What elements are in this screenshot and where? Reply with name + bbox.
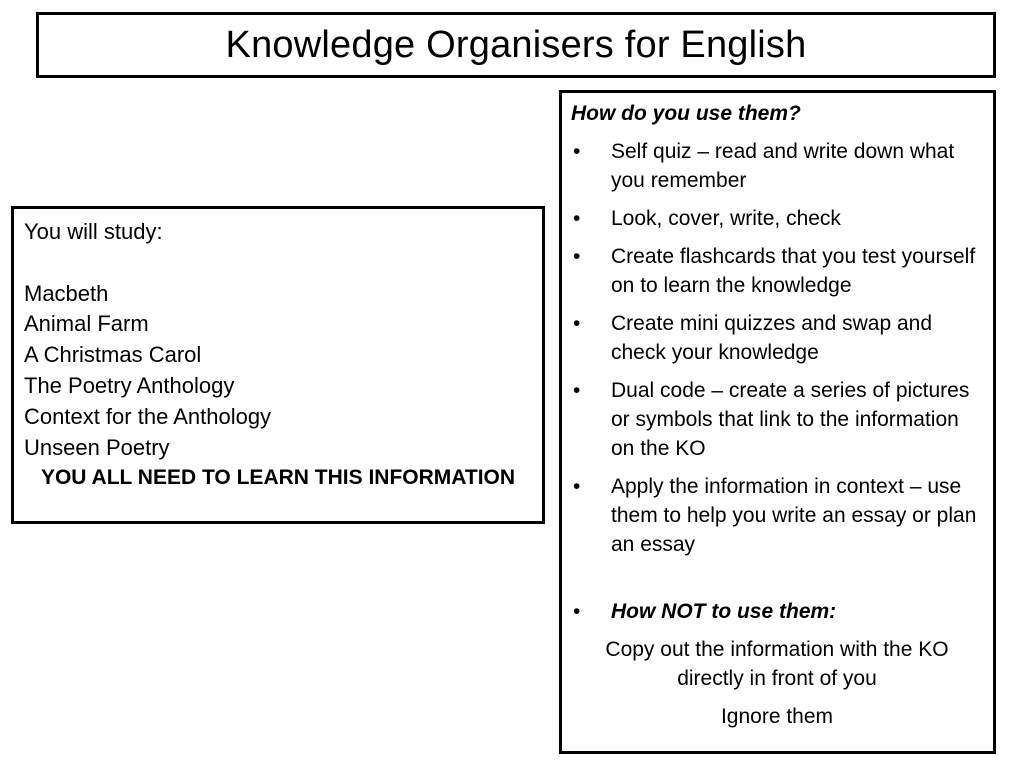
spacer xyxy=(24,248,532,279)
bullet-icon: • xyxy=(573,379,581,402)
usage-item-mini-quizzes: • Create mini quizzes and swap and check your knowledge xyxy=(571,309,983,367)
usage-list xyxy=(571,137,983,626)
not-item-copy-out: Copy out the information with the KO directly in front of you xyxy=(605,638,949,690)
study-item-macbeth: Macbeth xyxy=(24,280,109,306)
usage-item-self-quiz: • Self quiz – read and write down what you remember xyxy=(571,137,983,195)
study-box xyxy=(11,206,545,524)
bullet-icon: • xyxy=(573,600,581,623)
not-item-ignore: Ignore them xyxy=(720,705,834,728)
study-emphasis: YOU ALL NEED TO LEARN THIS INFORMATION xyxy=(40,466,516,490)
usage-not-heading: • How NOT to use them: xyxy=(571,597,983,626)
usage-item-flashcards: • Create flashcards that you test yourself on to learn the knowledge xyxy=(571,242,983,300)
usage-item-apply-context: • Apply the information in context – use them to help you write an essay or plan an essay xyxy=(571,472,983,559)
study-item-anthology-context: Context for the Anthology xyxy=(24,403,272,429)
study-item-poetry-anthology: The Poetry Anthology xyxy=(24,372,235,398)
page-title: Knowledge Organisers for English xyxy=(225,23,807,66)
usage-box xyxy=(559,90,996,754)
usage-heading: How do you use them? xyxy=(571,102,801,125)
study-intro: You will study: xyxy=(24,219,163,244)
bullet-icon: • xyxy=(573,312,581,335)
title-box xyxy=(36,12,996,78)
study-item-unseen-poetry: Unseen Poetry xyxy=(24,434,170,460)
study-item-christmas-carol: A Christmas Carol xyxy=(24,342,202,368)
bullet-icon: • xyxy=(573,475,581,498)
study-item-animal-farm: Animal Farm xyxy=(24,311,149,337)
bullet-icon: • xyxy=(573,207,581,230)
usage-item-look-cover: • Look, cover, write, check xyxy=(571,204,983,233)
bullet-icon: • xyxy=(573,140,581,163)
bullet-icon: • xyxy=(573,245,581,268)
usage-item-dual-code: • Dual code – create a series of pictures or symbols that link to the information on the KO xyxy=(571,376,983,463)
